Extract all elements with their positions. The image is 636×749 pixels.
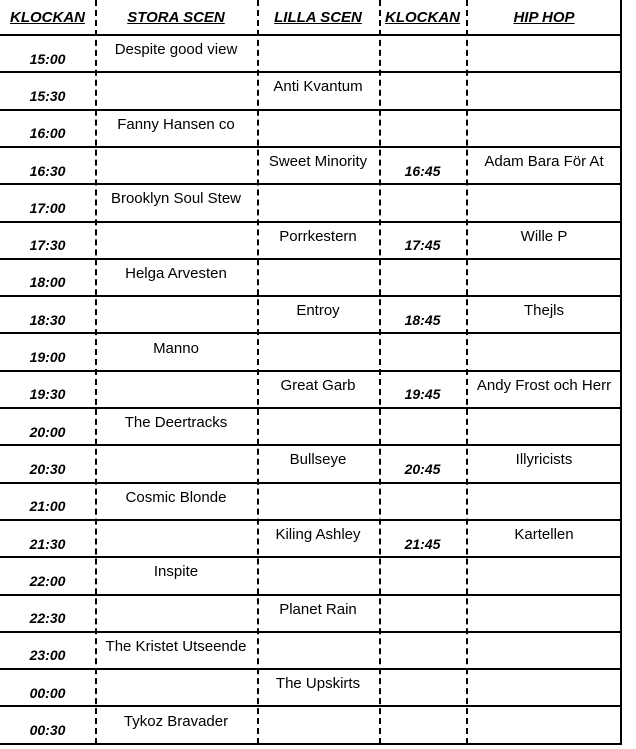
header-klockan: KLOCKAN <box>10 8 85 26</box>
hiphop-time-cell: 18:45 <box>404 311 441 328</box>
time-cell: 15:00 <box>29 50 66 67</box>
hiphop-cell: Andy Frost och Herr <box>476 376 612 394</box>
stora-scen-cell <box>95 143 257 180</box>
row-divider <box>0 71 622 73</box>
time-cell: 23:00 <box>29 647 66 664</box>
lilla-scen-cell <box>257 404 379 441</box>
hiphop-cell: Illyricists <box>515 451 573 469</box>
row-divider <box>0 258 622 260</box>
stora-scen-cell <box>95 68 257 105</box>
row-divider <box>0 146 622 148</box>
hiphop-cell <box>466 329 622 366</box>
hiphop-cell <box>466 553 622 590</box>
hiphop-cell <box>466 665 622 702</box>
lilla-scen-cell: Sweet Minority <box>268 153 368 171</box>
column-divider <box>466 0 468 744</box>
hiphop-cell <box>466 479 622 516</box>
lilla-scen-cell <box>257 106 379 143</box>
row-divider <box>0 183 622 185</box>
lilla-scen-cell: The Upskirts <box>275 675 361 693</box>
column-divider <box>95 0 97 744</box>
stora-scen-cell <box>95 218 257 255</box>
lilla-scen-cell <box>257 255 379 292</box>
stora-scen-cell: Inspite <box>153 563 199 581</box>
row-divider <box>0 332 622 334</box>
time-cell: 21:30 <box>29 535 66 552</box>
lilla-scen-cell <box>257 180 379 217</box>
hiphop-cell <box>466 702 622 739</box>
row-divider <box>0 482 622 484</box>
time-cell: 16:30 <box>29 162 66 179</box>
time-cell: 20:00 <box>29 423 66 440</box>
lilla-scen-cell <box>257 553 379 590</box>
stora-scen-cell: The Kristet Utseende <box>105 637 247 655</box>
row-divider <box>0 668 622 670</box>
time-cell: 19:00 <box>29 349 66 366</box>
lilla-scen-cell: Anti Kvantum <box>273 78 363 96</box>
column-divider <box>379 0 381 744</box>
row-divider <box>0 631 622 633</box>
stora-scen-cell: Despite good view <box>114 41 238 59</box>
time-cell: 00:00 <box>29 684 66 701</box>
lilla-scen-cell <box>257 329 379 366</box>
hiphop-cell <box>466 106 622 143</box>
lilla-scen-cell <box>257 702 379 739</box>
hiphop-cell <box>466 628 622 665</box>
stora-scen-cell <box>95 292 257 329</box>
time-cell: 15:30 <box>29 87 66 104</box>
time-cell: 22:00 <box>29 572 66 589</box>
hiphop-cell <box>466 404 622 441</box>
stora-scen-cell: Brooklyn Soul Stew <box>110 190 242 208</box>
stora-scen-cell: Fanny Hansen co <box>117 115 235 133</box>
lilla-scen-cell <box>257 628 379 665</box>
time-cell: 21:00 <box>29 498 66 515</box>
lilla-scen-cell <box>257 479 379 516</box>
row-divider <box>0 221 622 223</box>
table-right-edge <box>620 0 622 744</box>
stora-scen-cell <box>95 591 257 628</box>
hiphop-time-cell: 20:45 <box>404 460 441 477</box>
time-cell: 17:00 <box>29 199 66 216</box>
hiphop-cell <box>466 31 622 68</box>
hiphop-time-cell: 17:45 <box>404 237 441 254</box>
hiphop-cell <box>466 68 622 105</box>
time-cell: 16:00 <box>29 125 66 142</box>
row-divider <box>0 295 622 297</box>
column-divider <box>257 0 259 744</box>
hiphop-cell <box>466 180 622 217</box>
hiphop-cell: Kartellen <box>514 526 574 544</box>
time-cell: 19:30 <box>29 386 66 403</box>
header-lilla-scen: LILLA SCEN <box>274 8 362 26</box>
row-divider <box>0 556 622 558</box>
stora-scen-cell <box>95 665 257 702</box>
stora-scen-cell <box>95 516 257 553</box>
hiphop-cell: Thejls <box>523 302 564 320</box>
lilla-scen-cell: Entroy <box>296 302 340 320</box>
header-stora-scen: STORA SCEN <box>127 8 225 26</box>
row-divider <box>0 34 622 36</box>
hiphop-time-cell: 19:45 <box>404 386 441 403</box>
hiphop-time-cell: 16:45 <box>404 162 441 179</box>
time-cell: 18:30 <box>29 311 66 328</box>
stora-scen-cell: The Deertracks <box>124 414 228 432</box>
hiphop-time-cell: 21:45 <box>404 535 441 552</box>
row-divider <box>0 705 622 707</box>
lilla-scen-cell: Porrkestern <box>279 227 357 245</box>
time-cell: 22:30 <box>29 610 66 627</box>
stora-scen-cell: Tykoz Bravader <box>123 712 229 730</box>
time-cell: 20:30 <box>29 460 66 477</box>
lilla-scen-cell: Planet Rain <box>279 600 357 618</box>
stora-scen-cell <box>95 441 257 478</box>
lilla-scen-cell <box>257 31 379 68</box>
header-hip-hop: HIP HOP <box>513 8 575 26</box>
stora-scen-cell: Manno <box>153 339 199 357</box>
hiphop-cell <box>466 591 622 628</box>
lilla-scen-cell: Bullseye <box>289 451 347 469</box>
hiphop-cell <box>466 255 622 292</box>
row-divider <box>0 407 622 409</box>
row-divider <box>0 109 622 111</box>
time-cell: 17:30 <box>29 237 66 254</box>
hiphop-cell: Adam Bara För At <box>484 153 604 171</box>
row-divider <box>0 444 622 446</box>
header-klockan-hiphop: KLOCKAN <box>385 8 460 26</box>
stora-scen-cell <box>95 367 257 404</box>
row-divider <box>0 370 622 372</box>
time-cell: 00:30 <box>29 722 66 739</box>
lilla-scen-cell: Great Garb <box>280 376 356 394</box>
hiphop-cell: Wille P <box>520 227 568 245</box>
stora-scen-cell: Cosmic Blonde <box>125 488 227 506</box>
lilla-scen-cell: Kiling Ashley <box>275 526 361 544</box>
time-cell: 18:00 <box>29 274 66 291</box>
row-divider <box>0 594 622 596</box>
stora-scen-cell: Helga Arvesten <box>125 264 227 282</box>
row-divider <box>0 519 622 521</box>
table-row <box>0 707 622 744</box>
